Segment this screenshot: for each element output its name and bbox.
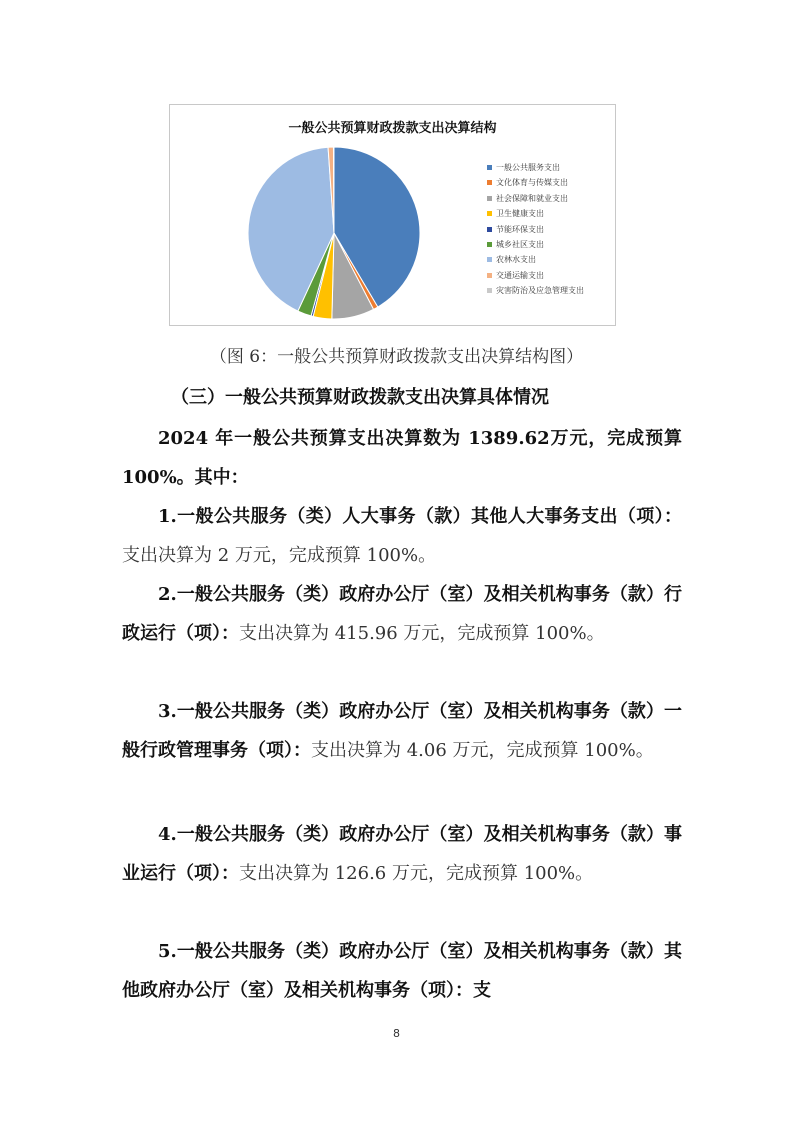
chart-title: 一般公共预算财政拨款支出决算结构 [288,121,497,136]
item-paragraph-2 [122,575,682,653]
item-detail: 支出决算为 4.06 万元，完成预算 100%。 [311,740,654,761]
legend-label: 城乡社区支出 [496,239,544,249]
pie-chart-frame [169,104,616,326]
item-paragraph-3 [122,692,682,770]
legend-item [487,160,584,175]
legend-swatch [487,257,492,262]
item-title: 5.一般公共服务（类）政府办公厅（室）及相关机构事务（款）其他政府办公厅（室）及相关机构事务（项）：支 [122,941,682,1001]
item-paragraph-5 [122,932,682,1010]
pie-slice-9 [333,147,334,233]
legend-swatch [487,227,492,232]
legend-label: 社会保障和就业支出 [496,193,568,203]
chart-legend [487,160,584,299]
item-title: 3.一般公共服务（类）政府办公厅（室）及相关机构事务（款）一般行政管理事务（项）： [122,701,682,761]
item-detail: 支出决算为 126.6 万元，完成预算 100%。 [239,863,594,884]
legend-label: 交通运输支出 [496,270,544,280]
page-number: 8 [393,1027,400,1040]
legend-item [487,222,584,237]
legend-item [487,191,584,206]
summary-paragraph: 2024 年一般公共预算支出决算数为 1389.62万元，完成预算 100%。其中： [122,428,682,488]
legend-swatch [487,180,492,185]
legend-label: 一般公共服务支出 [496,163,560,172]
figure-caption: （图 6：一般公共预算财政拨款支出决算结构图） [209,347,584,367]
legend-item [487,175,584,190]
item-detail: 支出决算为 2 万元，完成预算 100%。 [122,545,437,566]
item-detail: 支出决算为 415.96 万元，完成预算 100%。 [239,623,605,644]
legend-item [487,283,584,298]
legend-swatch [487,273,492,278]
legend-label: 灾害防治及应急管理支出 [496,286,584,296]
item-paragraph-1 [122,497,682,575]
item-paragraph-4 [122,815,682,893]
legend-swatch [487,288,492,293]
legend-item [487,237,584,252]
item-title: 2.一般公共服务（类）政府办公厅（室）及相关机构事务（款）行政运行（项）： [122,584,682,644]
item-title: 4.一般公共服务（类）政府办公厅（室）及相关机构事务（款）事业运行（项）： [122,824,682,884]
legend-swatch [487,211,492,216]
legend-label: 文化体育与传媒支出 [496,178,568,188]
legend-item [487,268,584,283]
section-heading: （三）一般公共预算财政拨款支出决算具体情况 [171,387,549,408]
legend-label: 卫生健康支出 [496,209,544,219]
legend-swatch [487,196,492,201]
legend-swatch [487,165,492,170]
legend-label: 农林水支出 [496,255,536,265]
legend-item [487,206,584,221]
legend-swatch [487,242,492,247]
item-title: 1.一般公共服务（类）人大事务（款）其他人大事务支出（项）： [158,506,682,527]
legend-item [487,252,584,267]
pie-chart [246,145,422,321]
legend-label: 节能环保支出 [496,224,544,234]
